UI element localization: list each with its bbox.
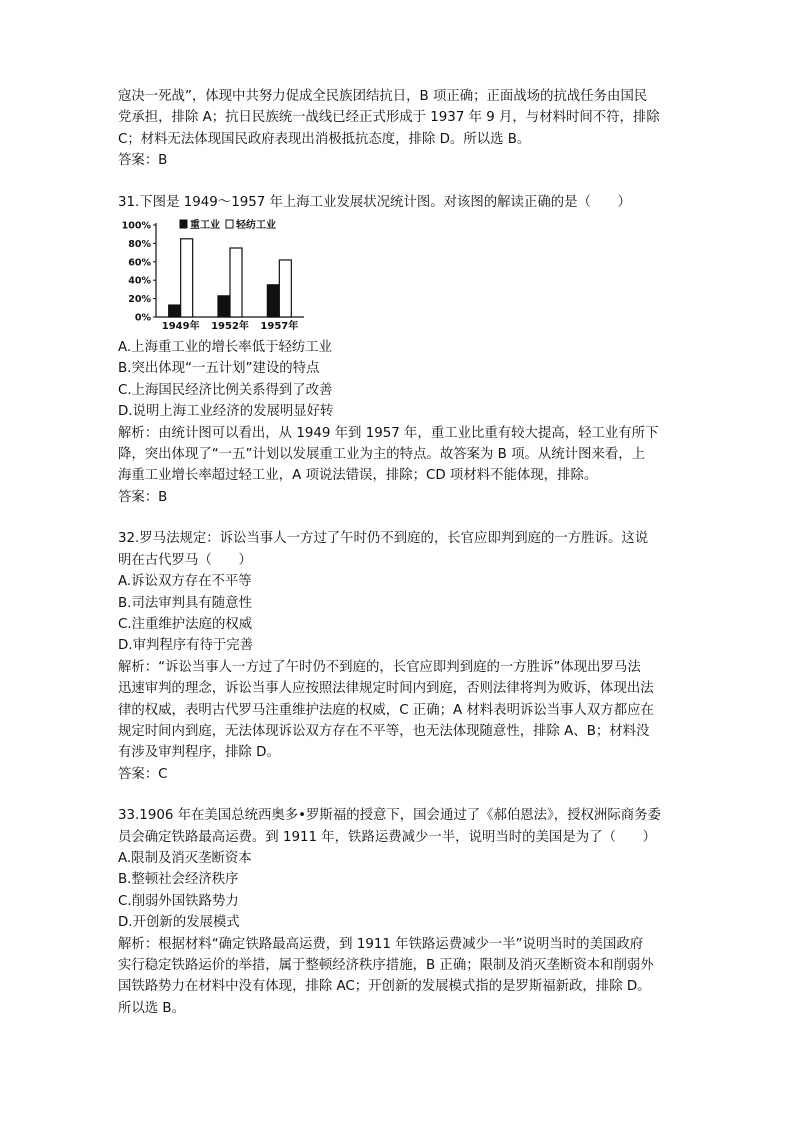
option-d: D.开创新的发展模式 <box>118 915 240 931</box>
chart-bar-light <box>181 239 193 317</box>
option-a: A.诉讼双方存在不平等 <box>118 574 252 590</box>
question-stem: 33.1906 年在美国总统西奥多•罗斯福的授意下，国会通过了《郝伯恩法》，授权洲际商务委 <box>118 808 661 824</box>
analysis-line: 迅速审判的理念，诉讼当事人应按照法律规定时间内到庭，否则法律将判为败诉，体现出法 <box>118 681 654 697</box>
chart-bar-heavy <box>169 305 181 317</box>
option-c: C.削弱外国铁路势力 <box>118 893 239 909</box>
analysis-line: 国铁路势力在材料中没有体现，排除 AC；开创新的发展模式指的是罗斯福新政，排除 D。 <box>118 979 651 995</box>
chart-bar-light <box>279 260 291 317</box>
question-31 <box>118 192 678 509</box>
option-b: B.突出体现“一五计划”建设的特点 <box>118 361 320 377</box>
chart-bar-heavy <box>267 285 279 317</box>
legend-label: 轻纺工业 <box>236 220 276 232</box>
analysis-line: 所以选 B。 <box>118 1000 186 1016</box>
answer-line: 答案：B <box>118 153 168 169</box>
question-stem: 31.下图是 1949～1957 年上海工业发展状况统计图。对该图的解读正确的是（ ） <box>118 194 632 210</box>
option-c: C.注重维护法庭的权威 <box>118 616 253 632</box>
analysis-line: 寇决一死战”，体现中共努力促成全民族团结抗日，B 项正确；正面战场的抗战任务由国民 <box>118 89 648 104</box>
analysis-line: C；材料无法体现国民政府表现出消极抵抗态度，排除 D。所以选 B。 <box>118 131 531 147</box>
legend-label: 重工业 <box>190 220 220 232</box>
chart-y-ticks <box>122 221 156 324</box>
analysis-line: 规定时间内到庭，无法体现诉讼双方存在不平等，也无法体现随意性，排除 A、B；材料没 <box>118 723 650 739</box>
analysis-line: 实行稳定铁路运价的举措，属于整顿经济秩序措施，B 正确；限制及消灭垄断资本和削弱外 <box>118 958 654 973</box>
question-30-tail <box>118 86 678 172</box>
legend-swatch <box>226 220 233 228</box>
chart-y-tick-label: 0% <box>134 312 151 324</box>
analysis-line: 解析：根据材料“确定铁路最高运费，到 1911 年铁路运费减少一半”说明当时的美国政府 <box>118 936 644 952</box>
analysis-line: 海重工业增长率超过轻工业，A 项说法错误，排除；CD 项材料不能体现，排除。 <box>118 468 598 484</box>
question-33 <box>118 805 678 1019</box>
chart-legend <box>180 218 276 231</box>
document-page <box>118 86 678 1019</box>
industry-bar-chart <box>118 217 308 335</box>
analysis-line: 降，突出体现了“一五”计划以发展重工业为主的特点。故答案为 B 项。从统计图来看，上 <box>118 447 646 463</box>
analysis-line: 解析：“诉讼当事人一方过了午时仍不到庭的，长官应即判到庭的一方胜诉”体现出罗马法 <box>118 659 641 675</box>
option-d: D.说明上海工业经济的发展明显好转 <box>118 404 334 420</box>
chart-y-tick-label: 40% <box>128 275 151 287</box>
analysis-line: 律的权威，表明古代罗马注重维护法庭的权威，C 正确；A 材料表明诉讼当事人双方都应在 <box>118 702 654 718</box>
question-stem: 32.罗马法规定：诉讼当事人一方过了午时仍不到庭的，长官应即判到庭的一方胜诉。这说 <box>118 531 649 547</box>
option-a: A.上海重工业的增长率低于轻纺工业 <box>118 340 333 356</box>
answer-line: 答案：C <box>118 766 168 782</box>
question-stem: 员会确定铁路最高运费。到 1911 年，铁路运费减少一半，说明当时的美国是为了（ ） <box>118 829 657 845</box>
chart-bar-light <box>230 248 242 317</box>
question-stem: 明在古代罗马（ ） <box>118 552 252 568</box>
analysis-line: 党承担，排除 A；抗日民族统一战线已经正式形成于 1937 年 9 月，与材料时间不符，排除 <box>118 110 660 126</box>
chart-y-tick-label: 20% <box>128 294 151 306</box>
option-c: C.上海国民经济比例关系得到了改善 <box>118 382 333 398</box>
option-b: B.整顿社会经济秩序 <box>118 872 239 888</box>
analysis-line: 解析：由统计图可以看出，从 1949 年到 1957 年，重工业比重有较大提高，轻工业有所下 <box>118 425 659 441</box>
chart-x-labels <box>162 319 299 332</box>
analysis-line: 有涉及审判程序，排除 D。 <box>118 745 280 761</box>
chart-bar-heavy <box>218 296 230 317</box>
chart-x-tick-label: 1957年 <box>260 321 299 333</box>
option-b: B.司法审判具有随意性 <box>118 595 252 611</box>
chart-x-tick-label: 1952年 <box>211 321 249 333</box>
chart-x-tick-label: 1949年 <box>161 321 200 333</box>
chart-bars <box>169 239 292 317</box>
legend-swatch <box>180 220 187 228</box>
chart-y-tick-label: 60% <box>128 257 151 269</box>
option-a: A.限制及消灭垄断资本 <box>118 850 252 866</box>
option-d: D.审判程序有待于完善 <box>118 638 254 654</box>
chart-y-tick-label: 100% <box>121 220 151 232</box>
question-32 <box>118 528 678 785</box>
chart-y-tick-label: 80% <box>128 238 151 250</box>
answer-line: 答案：B <box>118 489 168 505</box>
chart-container <box>118 217 678 335</box>
